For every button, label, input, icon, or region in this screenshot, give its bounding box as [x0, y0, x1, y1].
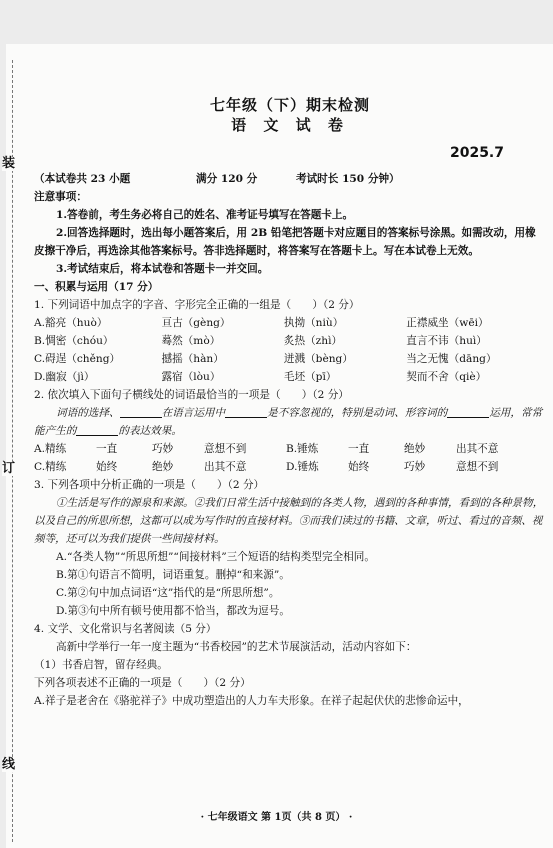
page-footer: · 七年级语文 第 1页（共 8 页） · — [200, 812, 353, 823]
question-4-option-a: A.祥子是老舍在《骆驼祥子》中成功塑造出的人力车夫形象。在祥子起起伏伏的悲惨命运中， — [34, 695, 469, 707]
passage-text: 的表达效果。 — [118, 425, 182, 437]
section-title: 一、积累与运用（17 分） — [34, 281, 159, 293]
fill-blank — [120, 405, 162, 418]
question-1-option-d — [34, 368, 544, 386]
question-3-option-b: B.第①句语言不简明，词语重复。删掉“和来源”。 — [56, 569, 290, 581]
option-word: C.碍逞（chěng） — [34, 353, 121, 365]
question-2-passage — [34, 404, 544, 440]
notice-item-1: 1.答卷前，考生务必将自己的姓名、准考证号填写在答题卡上。 — [56, 209, 354, 221]
binding-mark-ding: 订 — [2, 461, 16, 476]
option-word: 亘古（gèng） — [161, 317, 231, 329]
question-1-option-b — [34, 332, 544, 350]
question-3-option-c: C.第②句中加点词语“这”指代的是“所思所想”。 — [56, 587, 280, 599]
question-3-option-a: A.“各类人物”“所思所想”“间接材料”三个短语的结构类型完全相同。 — [56, 551, 375, 563]
notice-heading: 注意事项： — [34, 191, 87, 203]
option-word: 撼摇（hàn） — [161, 353, 224, 365]
option-word: B.惆密（chóu） — [34, 335, 114, 347]
exam-title: 七年级（下）期末检测 — [209, 96, 370, 114]
exam-subtitle: 语 文 试 卷 — [231, 116, 349, 134]
option-word: 出其不意 — [456, 443, 499, 455]
option-word: 巧妙 — [404, 461, 426, 473]
option-word: C.精练 — [34, 461, 67, 473]
exam-date: 2025.7 — [449, 145, 504, 161]
binding-mark-zhuang: 装 — [2, 156, 16, 171]
notice-item-3: 3.考试结束后，将本试卷和答题卡一并交回。 — [56, 263, 269, 275]
question-2-options-cd — [34, 458, 544, 476]
option-word: 露宿（lòu） — [161, 371, 221, 383]
option-word: 迸溅（bèng） — [283, 353, 353, 365]
fill-blank — [447, 405, 489, 418]
question-4-stem: 4. 文学、文化常识与名著阅读（5 分） — [34, 623, 217, 635]
question-1-option-a — [34, 314, 544, 332]
question-2-stem: 2. 依次填入下面句子横线处的词语最恰当的一项是（ ）（2 分） — [34, 389, 349, 401]
question-3-passage: ①生活是写作的源泉和来源。②我们日常生活中接触到的各类人物，遇到的各种事情，看到的各种景物，以及自己的所思所想，这都可以成为写作时的直接材料。③而我们读过的书籍、文章，听过、看过的音频、视频等，还可以为我们提供一些间接材料。 — [34, 497, 544, 545]
option-word: D.锤炼 — [286, 461, 319, 473]
question-3-stem: 3. 下列各项中分析正确的一项是（ ）（2 分） — [34, 479, 265, 491]
passage-text: 在语言运用中 — [161, 407, 226, 419]
option-word: 契而不舍（qiè） — [406, 371, 487, 383]
question-3-option-d: D.第③句中所有顿号使用都不恰当，都改为逗号。 — [56, 605, 290, 617]
option-word: 一直 — [96, 443, 118, 455]
question-4-sub-stem: 下列各项表述不正确的一项是（ ）（2 分） — [34, 677, 251, 689]
binding-mark-xian: 线 — [2, 757, 16, 772]
option-word: 绝妙 — [152, 461, 174, 473]
exam-duration: 考试时长 150 分钟） — [296, 173, 400, 185]
option-word: 蓦然（mò） — [161, 335, 221, 347]
question-2-options-ab — [34, 440, 544, 458]
option-word: 绝妙 — [404, 443, 426, 455]
notice-item-2: 2.回答选择题时，选出每小题答案后，用 2B 铅笔把答题卡对应题目的答案标号涂黑。如需改动，用橡皮擦干净后，再选涂其他答案标号。答非选择题时，将答案写在答题卡上。写在本试卷上无效。 — [34, 227, 536, 257]
option-word: 出其不意 — [204, 461, 247, 473]
question-4-part-1: （1）书香启智，留存经典。 — [34, 659, 168, 671]
option-word: 始终 — [348, 461, 370, 473]
option-word: 意想不到 — [456, 461, 499, 473]
option-word: B.锤炼 — [286, 443, 319, 455]
passage-text: 运用，常常能产生的 — [34, 407, 543, 437]
fill-blank — [225, 405, 267, 418]
option-word: 炙热（zhì） — [283, 335, 343, 347]
passage-text: 词语的选择、 — [56, 407, 120, 419]
option-word: 巧妙 — [152, 443, 174, 455]
option-word: 直言不讳（huì） — [406, 335, 487, 347]
option-word: 毛坯（pī） — [283, 371, 337, 383]
passage-text: 是不容忽视的，特别是动词、形容词的 — [267, 407, 448, 419]
option-word: 一直 — [348, 443, 370, 455]
full-score: 满分 120 分 — [196, 173, 258, 185]
option-word: 当之无愧（dāng） — [406, 353, 497, 365]
option-word: 始终 — [96, 461, 118, 473]
option-word: 意想不到 — [204, 443, 247, 455]
option-word: A.精练 — [34, 443, 67, 455]
option-word: 执拗（niù） — [283, 317, 344, 329]
option-word: A.豁亮（huò） — [34, 317, 108, 329]
question-count: （本试卷共 23 小题 — [34, 173, 131, 185]
binding-line — [12, 60, 13, 842]
exam-info — [34, 170, 544, 188]
question-1-option-c — [34, 350, 544, 368]
question-1-stem: 1. 下列词语中加点字的字音、字形完全正确的一组是（ ）（2 分） — [34, 299, 360, 311]
option-word: D.幽寂（jì） — [34, 371, 95, 383]
fill-blank — [76, 423, 118, 436]
question-4-intro: 高新中学举行一年一度主题为“书香校园”的艺术节展演活动，活动内容如下： — [56, 641, 417, 653]
exam-body — [34, 170, 544, 710]
option-word: 正襟威坐（wēi） — [406, 317, 489, 329]
